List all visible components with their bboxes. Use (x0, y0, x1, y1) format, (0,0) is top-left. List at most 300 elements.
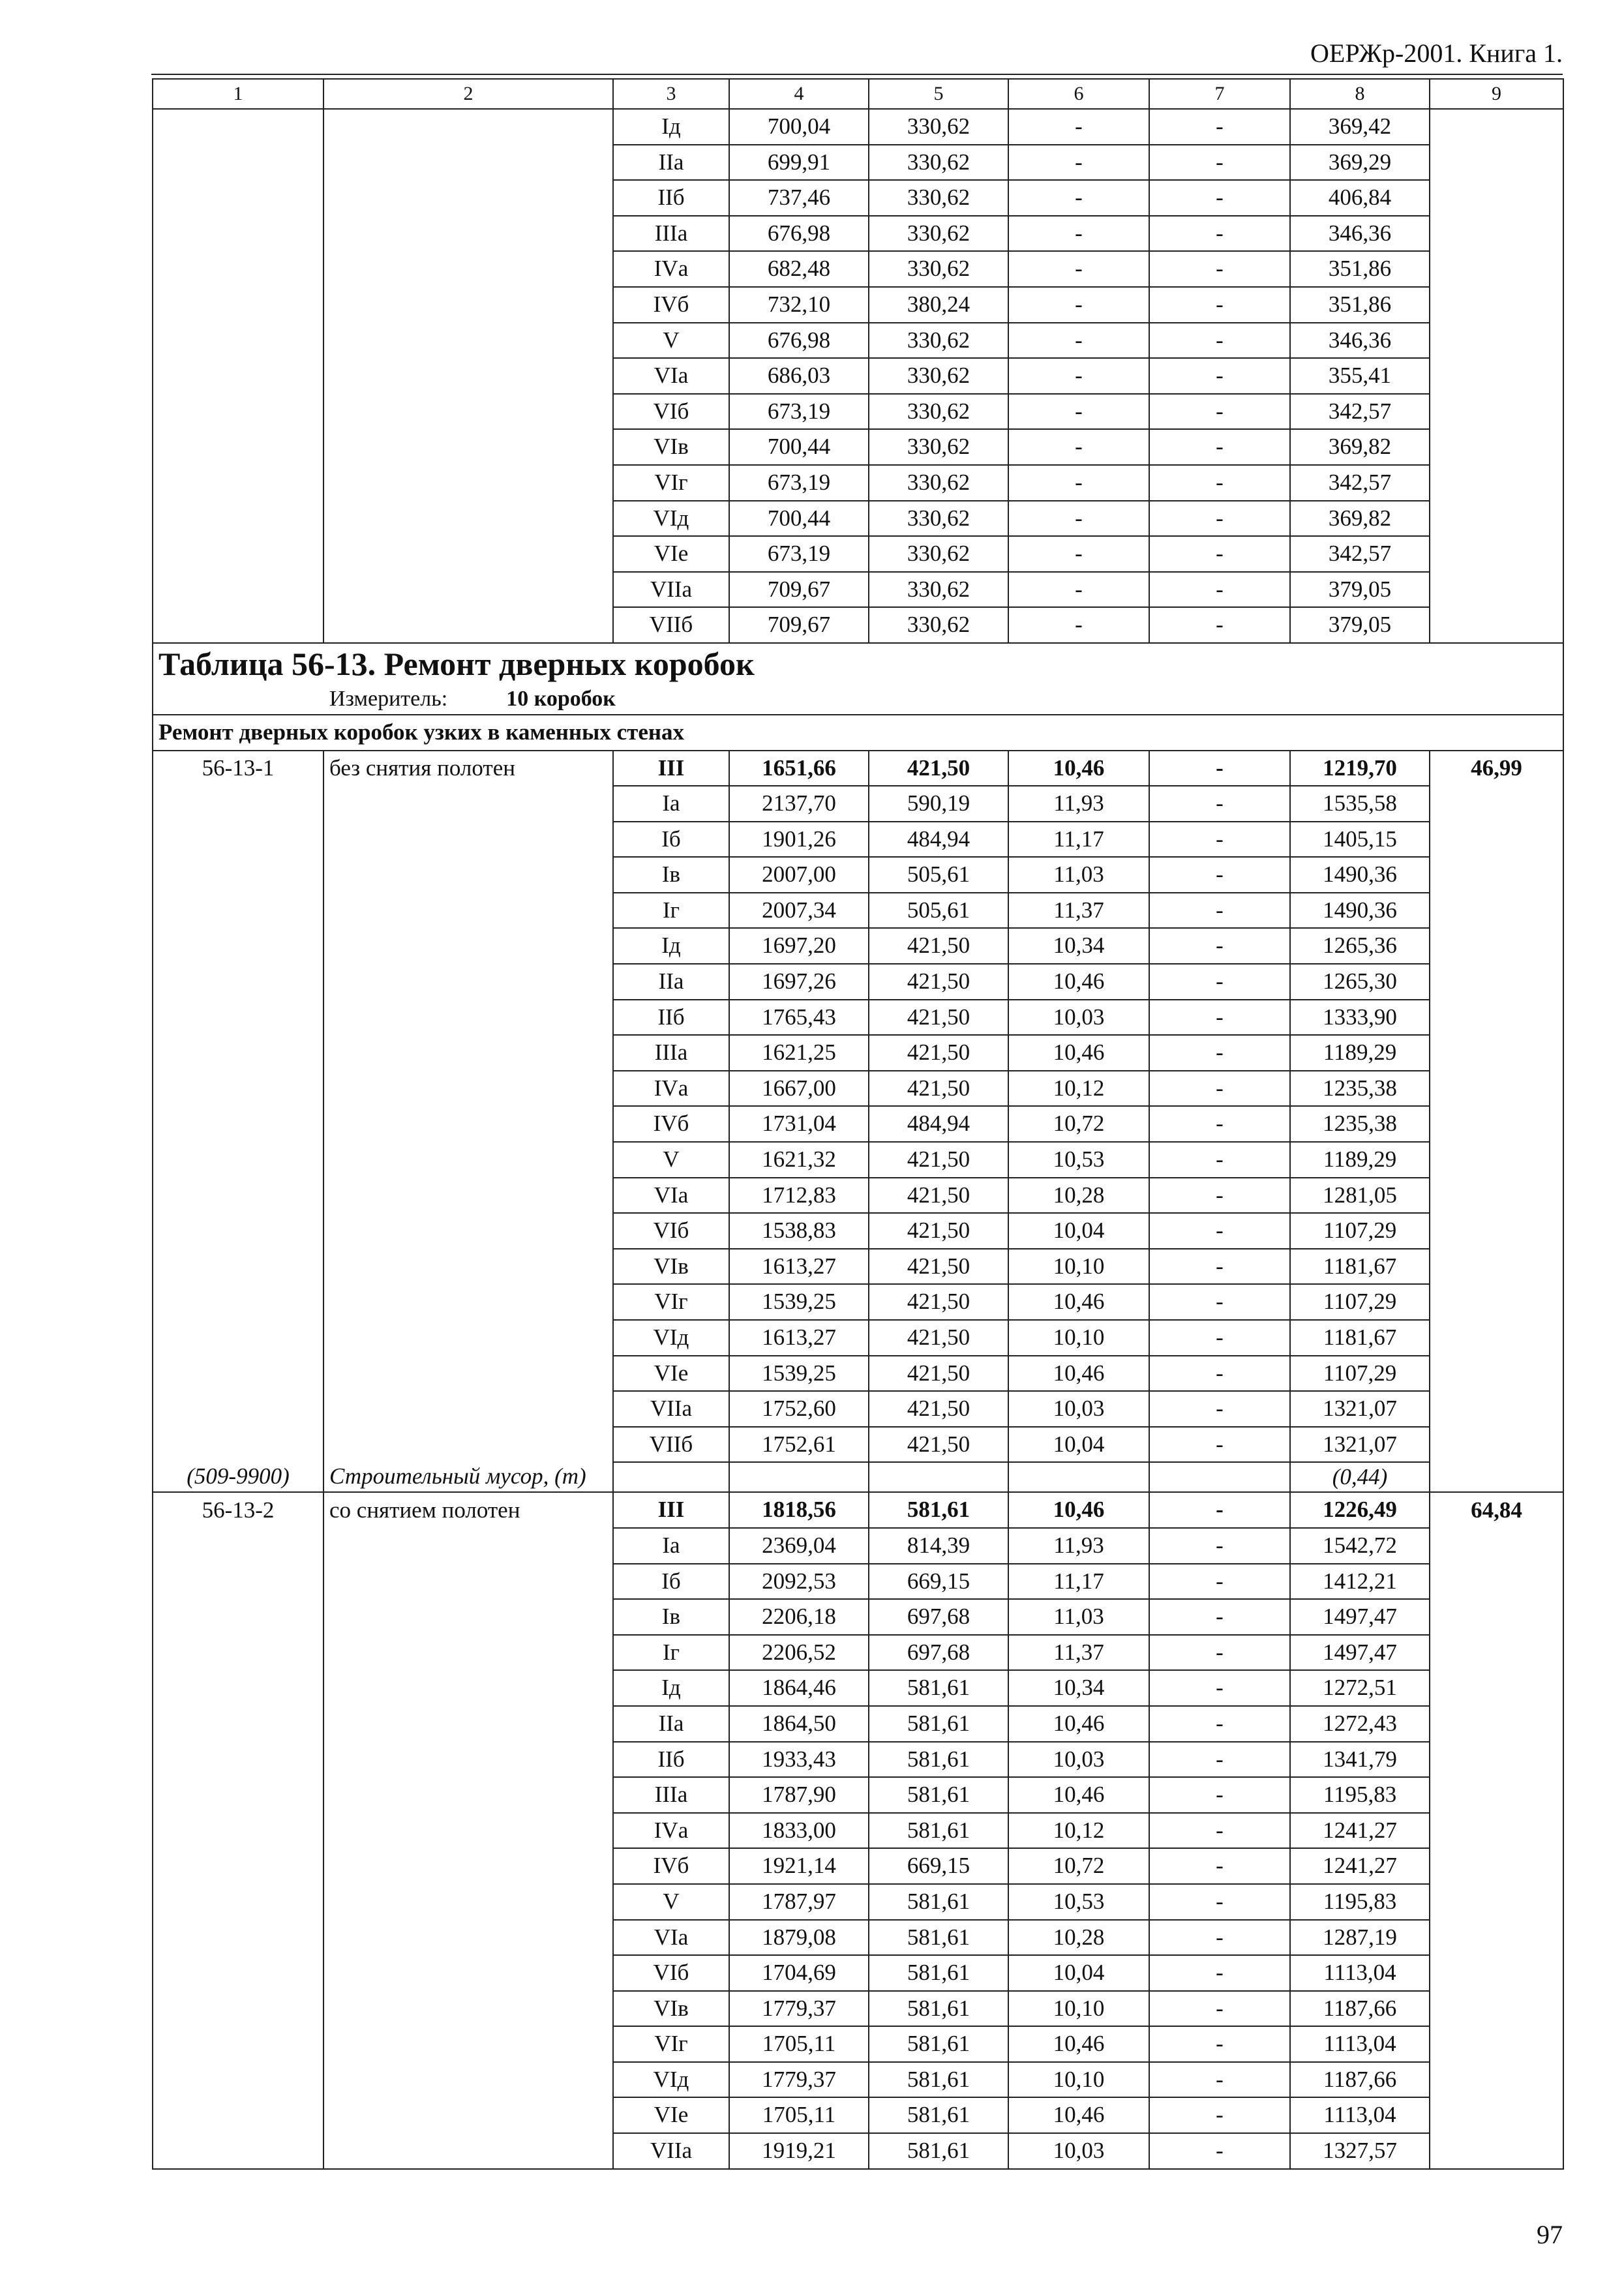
direct-cost-cell: 1752,61 (729, 1427, 869, 1463)
column-number: 7 (1149, 79, 1290, 109)
item-code (153, 893, 323, 929)
wages-cell: 814,39 (869, 1528, 1008, 1564)
wages-cell: 330,62 (869, 180, 1008, 216)
direct-cost-cell: 676,98 (729, 323, 869, 359)
item-name (323, 465, 613, 501)
machines-cell: 10,03 (1008, 1391, 1149, 1427)
machines-cell: 10,72 (1008, 1106, 1149, 1142)
direct-cost-cell: 1621,25 (729, 1035, 869, 1071)
direct-cost-cell: 709,67 (729, 572, 869, 608)
item-code (153, 1813, 323, 1849)
empty-cell (613, 1462, 729, 1492)
item-code (153, 1635, 323, 1671)
zone-cell: VIв (613, 429, 729, 465)
machines-cell: 10,04 (1008, 1955, 1149, 1991)
zone-cell: III (613, 751, 729, 786)
machines-cell: 11,17 (1008, 1564, 1149, 1600)
materials-cell: 346,36 (1290, 216, 1430, 252)
wages-cell: 330,62 (869, 145, 1008, 181)
item-code (153, 429, 323, 465)
machines-cell: 10,12 (1008, 1071, 1149, 1107)
machinist-wages-cell: - (1149, 1178, 1290, 1214)
wages-cell: 581,61 (869, 2097, 1008, 2133)
rate-row (153, 751, 1563, 786)
direct-cost-cell: 1539,25 (729, 1284, 869, 1320)
wages-cell: 581,61 (869, 1670, 1008, 1706)
machines-cell: 10,46 (1008, 2026, 1149, 2062)
item-name (323, 1955, 613, 1991)
machinist-wages-cell: - (1149, 964, 1290, 1000)
rate-row (153, 1920, 1563, 1956)
labor-cost-cell (1430, 1813, 1563, 1849)
labor-cost-cell (1430, 2097, 1563, 2133)
direct-cost-cell: 686,03 (729, 358, 869, 394)
machinist-wages-cell: - (1149, 1991, 1290, 2027)
zone-cell: VIб (613, 1955, 729, 1991)
materials-cell: 1272,51 (1290, 1670, 1430, 1706)
item-code: 56-13-2 (153, 1492, 323, 1528)
direct-cost-cell: 1613,27 (729, 1320, 869, 1356)
labor-cost-cell (1430, 1955, 1563, 1991)
zone-cell: Iб (613, 1564, 729, 1600)
machines-cell: - (1008, 465, 1149, 501)
item-code (153, 2133, 323, 2169)
zone-cell: Iд (613, 109, 729, 145)
machinist-wages-cell: - (1149, 501, 1290, 537)
materials-cell: 355,41 (1290, 358, 1430, 394)
item-name (323, 109, 613, 145)
wages-cell: 421,50 (869, 1142, 1008, 1178)
materials-cell: 1405,15 (1290, 822, 1430, 858)
table-title-row (153, 643, 1563, 715)
direct-cost-cell: 1539,25 (729, 1356, 869, 1392)
machinist-wages-cell: - (1149, 1813, 1290, 1849)
materials-cell: 1321,07 (1290, 1391, 1430, 1427)
item-code (153, 1284, 323, 1320)
zone-cell: VIе (613, 2097, 729, 2133)
waste-row (153, 1462, 1563, 1492)
wages-cell: 330,62 (869, 429, 1008, 465)
zone-cell: Iв (613, 857, 729, 893)
item-name (323, 1320, 613, 1356)
rate-row (153, 1142, 1563, 1178)
zone-cell: IVа (613, 251, 729, 287)
labor-cost-cell (1430, 1528, 1563, 1564)
machines-cell: 10,28 (1008, 1178, 1149, 1214)
labor-cost-cell (1430, 607, 1563, 643)
machinist-wages-cell: - (1149, 2133, 1290, 2169)
item-name (323, 1391, 613, 1427)
zone-cell: IIIа (613, 216, 729, 252)
table-body (153, 79, 1563, 2169)
machines-cell: - (1008, 358, 1149, 394)
item-code (153, 287, 323, 323)
rate-row (153, 2097, 1563, 2133)
machines-cell: 10,46 (1008, 1492, 1149, 1528)
labor-cost-cell (1430, 857, 1563, 893)
item-name (323, 964, 613, 1000)
labor-cost-cell (1430, 893, 1563, 929)
labor-cost-cell (1430, 1848, 1563, 1884)
item-name: со снятием полотен (323, 1492, 613, 1528)
materials-cell: 1195,83 (1290, 1884, 1430, 1920)
item-name (323, 323, 613, 359)
machinist-wages-cell: - (1149, 180, 1290, 216)
machinist-wages-cell: - (1149, 2097, 1290, 2133)
machines-cell: 10,10 (1008, 1249, 1149, 1285)
rate-row (153, 1320, 1563, 1356)
rate-row (153, 2133, 1563, 2169)
zone-cell: IIа (613, 145, 729, 181)
machines-cell: - (1008, 216, 1149, 252)
materials-cell: 1241,27 (1290, 1848, 1430, 1884)
machines-cell: 10,46 (1008, 1706, 1149, 1742)
item-code (153, 1427, 323, 1463)
machinist-wages-cell: - (1149, 1427, 1290, 1463)
direct-cost-cell: 2369,04 (729, 1528, 869, 1564)
item-code (153, 572, 323, 608)
item-name (323, 1213, 613, 1249)
zone-cell: VIг (613, 465, 729, 501)
rate-row (153, 1528, 1563, 1564)
labor-cost-cell (1430, 1071, 1563, 1107)
wages-cell: 330,62 (869, 109, 1008, 145)
wages-cell: 421,50 (869, 1391, 1008, 1427)
machines-cell: 10,03 (1008, 1742, 1149, 1778)
empty-cell (729, 1462, 869, 1492)
zone-cell: VIе (613, 536, 729, 572)
item-code (153, 251, 323, 287)
machines-cell: 10,28 (1008, 1920, 1149, 1956)
page-number: 97 (1537, 2220, 1563, 2249)
item-name (323, 1249, 613, 1285)
wages-cell: 581,61 (869, 2026, 1008, 2062)
direct-cost-cell: 1704,69 (729, 1955, 869, 1991)
rate-row (153, 429, 1563, 465)
zone-cell: IVб (613, 1106, 729, 1142)
direct-cost-cell: 2206,52 (729, 1635, 869, 1671)
machinist-wages-cell: - (1149, 607, 1290, 643)
item-name (323, 536, 613, 572)
zone-cell: V (613, 323, 729, 359)
labor-cost-cell (1430, 1427, 1563, 1463)
machinist-wages-cell: - (1149, 251, 1290, 287)
item-code (153, 1178, 323, 1214)
item-code (153, 180, 323, 216)
labor-cost-cell (1430, 287, 1563, 323)
item-code (153, 145, 323, 181)
machinist-wages-cell: - (1149, 1848, 1290, 1884)
labor-cost-cell (1430, 1635, 1563, 1671)
direct-cost-cell: 1864,50 (729, 1706, 869, 1742)
materials-cell: 342,57 (1290, 536, 1430, 572)
zone-cell: IIб (613, 1000, 729, 1036)
item-name (323, 180, 613, 216)
wages-cell: 421,50 (869, 1035, 1008, 1071)
rate-row (153, 501, 1563, 537)
rate-row (153, 1071, 1563, 1107)
column-number: 2 (323, 79, 613, 109)
wages-cell: 581,61 (869, 1884, 1008, 1920)
zone-cell: Iг (613, 1635, 729, 1671)
item-name (323, 1848, 613, 1884)
machines-cell: 10,34 (1008, 928, 1149, 964)
item-name (323, 572, 613, 608)
rate-row (153, 1391, 1563, 1427)
machinist-wages-cell: - (1149, 1706, 1290, 1742)
machinist-wages-cell: - (1149, 1492, 1290, 1528)
labor-cost-cell (1430, 109, 1563, 145)
zone-cell: VIб (613, 394, 729, 430)
materials-cell: 1327,57 (1290, 2133, 1430, 2169)
rate-row (153, 1670, 1563, 1706)
item-name (323, 822, 613, 858)
materials-cell: 342,57 (1290, 394, 1430, 430)
labor-cost-cell (1430, 928, 1563, 964)
machinist-wages-cell: - (1149, 1777, 1290, 1813)
machines-cell: 11,93 (1008, 786, 1149, 822)
rate-row (153, 1213, 1563, 1249)
materials-cell: 1241,27 (1290, 1813, 1430, 1849)
machines-cell: 10,46 (1008, 751, 1149, 786)
wages-cell: 669,15 (869, 1848, 1008, 1884)
wages-cell: 421,50 (869, 1178, 1008, 1214)
materials-cell: 1187,66 (1290, 2062, 1430, 2098)
item-code (153, 964, 323, 1000)
materials-cell: 1189,29 (1290, 1035, 1430, 1071)
wages-cell: 421,50 (869, 928, 1008, 964)
machinist-wages-cell: - (1149, 2062, 1290, 2098)
machinist-wages-cell: - (1149, 928, 1290, 964)
machinist-wages-cell: - (1149, 1106, 1290, 1142)
zone-cell: V (613, 1142, 729, 1178)
direct-cost-cell: 1779,37 (729, 2062, 869, 2098)
item-name (323, 2133, 613, 2169)
rate-row (153, 465, 1563, 501)
item-name (323, 1777, 613, 1813)
direct-cost-cell: 1538,83 (729, 1213, 869, 1249)
rate-row (153, 1035, 1563, 1071)
materials-cell: 1341,79 (1290, 1742, 1430, 1778)
zone-cell: VIIа (613, 2133, 729, 2169)
rate-row (153, 1742, 1563, 1778)
labor-cost-cell (1430, 429, 1563, 465)
rate-row (153, 1356, 1563, 1392)
materials-cell: 1113,04 (1290, 1955, 1430, 1991)
labor-cost-cell (1430, 2133, 1563, 2169)
direct-cost-cell: 1667,00 (729, 1071, 869, 1107)
column-number: 5 (869, 79, 1008, 109)
rate-row (153, 145, 1563, 181)
labor-cost-cell (1430, 1777, 1563, 1813)
zone-cell: Iд (613, 1670, 729, 1706)
rate-row (153, 1106, 1563, 1142)
column-number: 8 (1290, 79, 1430, 109)
item-name (323, 1071, 613, 1107)
wages-cell: 421,50 (869, 1427, 1008, 1463)
materials-cell: 379,05 (1290, 607, 1430, 643)
wages-cell: 421,50 (869, 751, 1008, 786)
rate-row (153, 1284, 1563, 1320)
machines-cell: 10,10 (1008, 1991, 1149, 2027)
zone-cell: IVа (613, 1071, 729, 1107)
rate-row (153, 1564, 1563, 1600)
empty-cell (1430, 1462, 1563, 1492)
labor-cost-cell (1430, 1000, 1563, 1036)
labor-cost-cell (1430, 1742, 1563, 1778)
item-name (323, 786, 613, 822)
machinist-wages-cell: - (1149, 1035, 1290, 1071)
direct-cost-cell: 1864,46 (729, 1670, 869, 1706)
zone-cell: VIг (613, 2026, 729, 2062)
item-code: 56-13-1 (153, 751, 323, 786)
materials-cell: 1535,58 (1290, 786, 1430, 822)
rate-row (153, 536, 1563, 572)
item-code (153, 465, 323, 501)
machinist-wages-cell: - (1149, 1071, 1290, 1107)
zone-cell: IVа (613, 1813, 729, 1849)
item-name (323, 2062, 613, 2098)
item-code (153, 1991, 323, 2027)
machines-cell: 10,10 (1008, 1320, 1149, 1356)
materials-cell: 351,86 (1290, 287, 1430, 323)
wages-cell: 330,62 (869, 216, 1008, 252)
machines-cell: 10,04 (1008, 1213, 1149, 1249)
direct-cost-cell: 682,48 (729, 251, 869, 287)
item-name (323, 1178, 613, 1214)
rate-row (153, 822, 1563, 858)
item-code (153, 1320, 323, 1356)
labor-cost-cell (1430, 323, 1563, 359)
column-number: 6 (1008, 79, 1149, 109)
measure-line (158, 684, 1557, 714)
machinist-wages-cell: - (1149, 1920, 1290, 1956)
wages-cell: 330,62 (869, 607, 1008, 643)
zone-cell: V (613, 1884, 729, 1920)
direct-cost-cell: 700,44 (729, 429, 869, 465)
machines-cell: 10,10 (1008, 2062, 1149, 2098)
labor-cost-cell (1430, 1320, 1563, 1356)
machines-cell: 11,03 (1008, 857, 1149, 893)
zone-cell: IIа (613, 1706, 729, 1742)
wages-cell: 697,68 (869, 1599, 1008, 1635)
labor-cost-cell (1430, 1564, 1563, 1600)
materials-cell: 1281,05 (1290, 1178, 1430, 1214)
item-code (153, 2026, 323, 2062)
materials-cell: 1265,36 (1290, 928, 1430, 964)
direct-cost-cell: 1818,56 (729, 1492, 869, 1528)
item-name (323, 1991, 613, 2027)
zone-cell: IIб (613, 1742, 729, 1778)
labor-cost-cell (1430, 465, 1563, 501)
item-code (153, 857, 323, 893)
labor-cost-cell: 64,84 (1430, 1492, 1563, 1528)
machinist-wages-cell: - (1149, 572, 1290, 608)
machinist-wages-cell: - (1149, 2026, 1290, 2062)
item-code (153, 1528, 323, 1564)
zone-cell: VIа (613, 358, 729, 394)
column-number: 9 (1430, 79, 1563, 109)
materials-cell: 369,82 (1290, 501, 1430, 537)
rate-row (153, 2062, 1563, 2098)
item-code (153, 1848, 323, 1884)
direct-cost-cell: 1779,37 (729, 1991, 869, 2027)
rate-row (153, 1492, 1563, 1528)
materials-cell: 1195,83 (1290, 1777, 1430, 1813)
materials-cell: 1321,07 (1290, 1427, 1430, 1463)
direct-cost-cell: 700,04 (729, 109, 869, 145)
item-code (153, 501, 323, 537)
direct-cost-cell: 1879,08 (729, 1920, 869, 1956)
machinist-wages-cell: - (1149, 536, 1290, 572)
item-code (153, 2062, 323, 2098)
wages-cell: 380,24 (869, 287, 1008, 323)
zone-cell: VIIб (613, 607, 729, 643)
machines-cell: 10,34 (1008, 1670, 1149, 1706)
wages-cell: 505,61 (869, 893, 1008, 929)
machinist-wages-cell: - (1149, 822, 1290, 858)
direct-cost-cell: 700,44 (729, 501, 869, 537)
zone-cell: Iд (613, 928, 729, 964)
machinist-wages-cell: - (1149, 1249, 1290, 1285)
item-code (153, 1106, 323, 1142)
wages-cell: 421,50 (869, 1284, 1008, 1320)
machinist-wages-cell: - (1149, 1884, 1290, 1920)
materials-cell: 1113,04 (1290, 2097, 1430, 2133)
machines-cell: - (1008, 323, 1149, 359)
item-code (153, 1071, 323, 1107)
item-code (153, 822, 323, 858)
wages-cell: 581,61 (869, 1813, 1008, 1849)
direct-cost-cell: 2007,00 (729, 857, 869, 893)
labor-cost-cell (1430, 2062, 1563, 2098)
wages-cell: 669,15 (869, 1564, 1008, 1600)
zone-cell: Iг (613, 893, 729, 929)
rate-row (153, 893, 1563, 929)
item-code (153, 1249, 323, 1285)
rate-row (153, 1599, 1563, 1635)
machines-cell: 10,72 (1008, 1848, 1149, 1884)
materials-cell: 379,05 (1290, 572, 1430, 608)
wages-cell: 581,61 (869, 2133, 1008, 2169)
waste-code: (509-9900) (153, 1462, 323, 1492)
zone-cell: VIв (613, 1991, 729, 2027)
materials-cell: 1235,38 (1290, 1071, 1430, 1107)
item-name (323, 1670, 613, 1706)
machines-cell: - (1008, 145, 1149, 181)
direct-cost-cell: 673,19 (729, 536, 869, 572)
item-code (153, 607, 323, 643)
direct-cost-cell: 1697,20 (729, 928, 869, 964)
item-code (153, 1599, 323, 1635)
rate-row (153, 358, 1563, 394)
labor-cost-cell (1430, 1599, 1563, 1635)
item-name (323, 216, 613, 252)
column-number: 1 (153, 79, 323, 109)
zone-cell: IIIа (613, 1777, 729, 1813)
zone-cell: Iа (613, 1528, 729, 1564)
document-header: ОЕРЖр-2001. Книга 1. (1310, 38, 1563, 68)
direct-cost-cell: 737,46 (729, 180, 869, 216)
zone-cell: VIIа (613, 572, 729, 608)
item-name: без снятия полотен (323, 751, 613, 786)
direct-cost-cell: 2206,18 (729, 1599, 869, 1635)
item-code (153, 786, 323, 822)
wages-cell: 421,50 (869, 1249, 1008, 1285)
empty-cell (1008, 1462, 1149, 1492)
machines-cell: - (1008, 109, 1149, 145)
item-name (323, 1106, 613, 1142)
